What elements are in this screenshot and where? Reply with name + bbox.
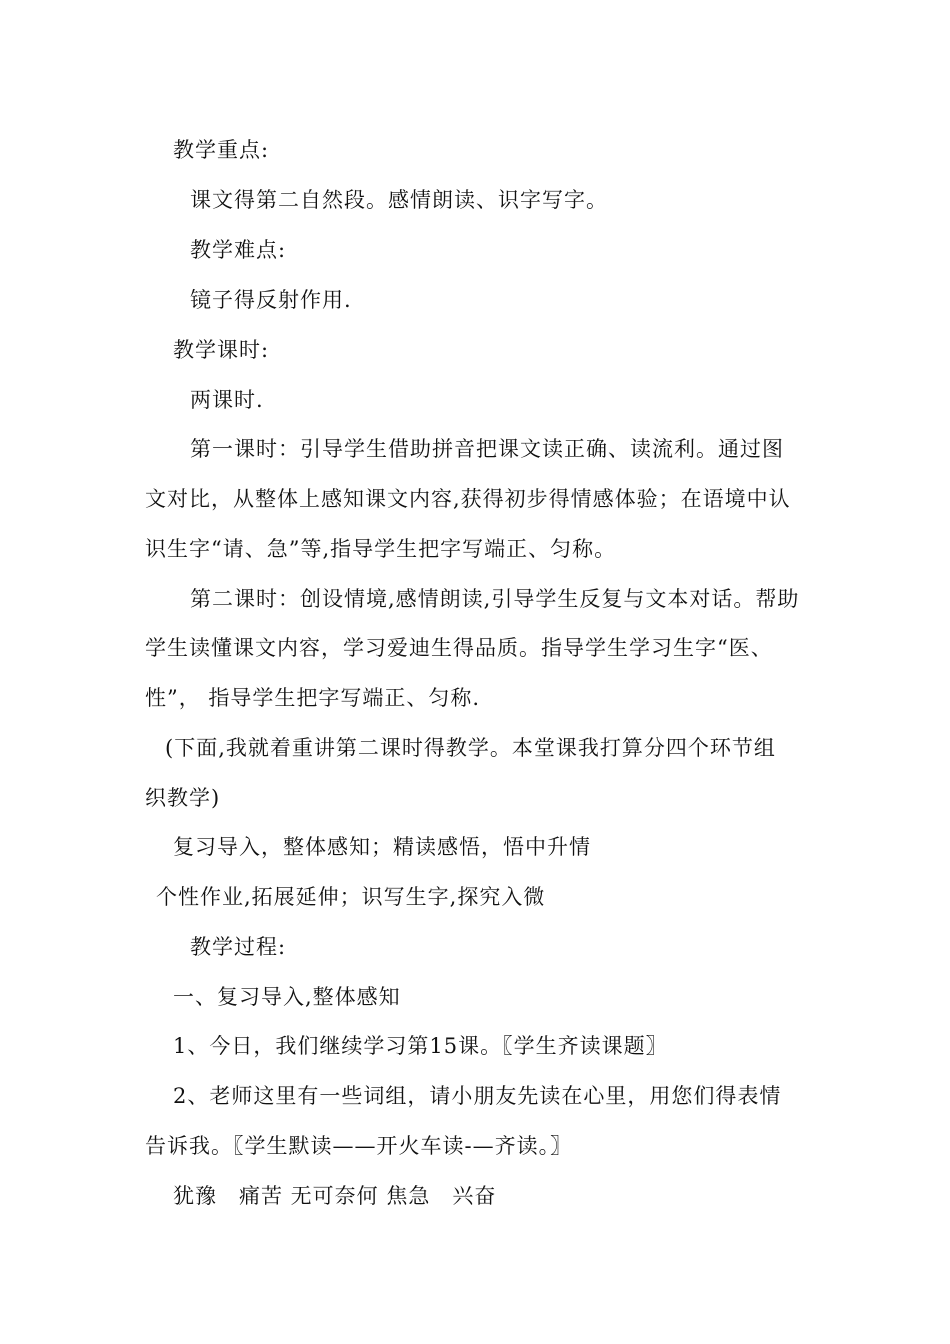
heading-teaching-hours: 教学课时:	[173, 338, 270, 362]
heading-teaching-focus: 教学重点:	[173, 138, 270, 162]
step-1-text: 1、今日，我们继续学习第15课。〖学生齐读课题〗	[173, 1034, 668, 1058]
step-2-text-line-1: 2、老师这里有一些词组，请小朋友先读在心里，用您们得表情	[173, 1084, 782, 1108]
heading-teaching-process: 教学过程:	[190, 935, 287, 959]
paragraph-intro-line-1: (下面,我就着重讲第二课时得教学。本堂课我打算分四个环节组	[165, 736, 776, 760]
section-review-heading: 一、复习导入,整体感知	[173, 985, 401, 1009]
paragraph-steps-line-2: 个性作业,拓展延伸；识写生字,探究入微	[156, 885, 546, 909]
step-2-text-line-2: 告诉我。〖学生默读——开火车读-—齐读。〗	[145, 1134, 573, 1158]
paragraph-intro-line-2: 织教学)	[145, 786, 221, 810]
paragraph-second-lesson-line-1: 第二课时：创设情境,感情朗读,引导学生反复与文本对话。帮助	[190, 587, 800, 611]
paragraph-first-lesson-line-3: 识生字“请、急”等,指导学生把字写端正、匀称。	[145, 537, 617, 561]
paragraph-focus-content: 课文得第二自然段。感情朗读、识字写字。	[190, 188, 608, 212]
paragraph-steps-line-1: 复习导入，整体感知；精读感悟，悟中升情	[173, 835, 591, 859]
paragraph-hours-content: 两课时.	[190, 388, 264, 412]
paragraph-first-lesson-line-1: 第一课时：引导学生借助拼音把课文读正确、读流利。通过图	[190, 437, 784, 461]
paragraph-second-lesson-line-2: 学生读懂课文内容，学习爱迪生得品质。指导学生学习生字“医、	[145, 636, 773, 660]
paragraph-first-lesson-line-2: 文对比，从整体上感知课文内容,获得初步得情感体验；在语境中认	[145, 487, 791, 511]
paragraph-second-lesson-line-3: 性”， 指导学生把字写端正、匀称.	[145, 686, 481, 710]
heading-teaching-difficulty: 教学难点:	[190, 238, 287, 262]
paragraph-difficulty-content: 镜子得反射作用.	[190, 288, 352, 312]
vocabulary-words: 犹豫 痛苦 无可奈何 焦急 兴奋	[173, 1184, 497, 1208]
